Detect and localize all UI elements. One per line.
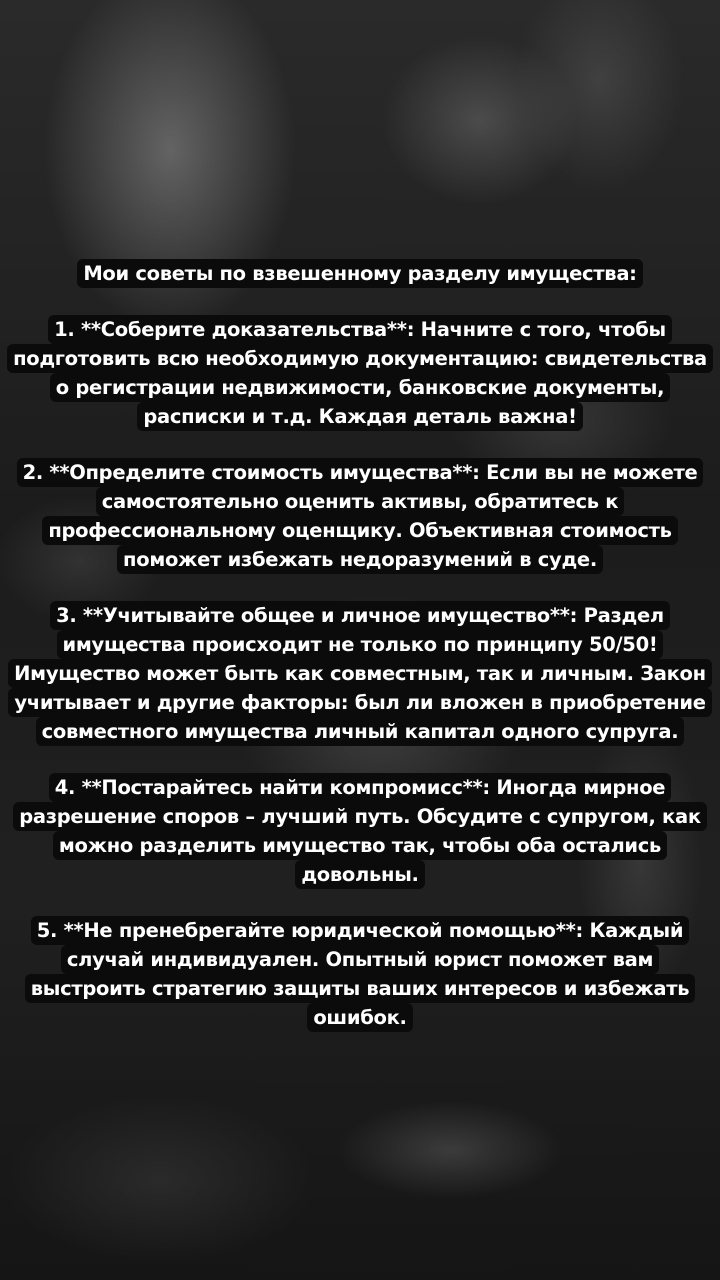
text-line: подготовить всю необходимую документацию: свидетельства: [7, 344, 713, 373]
text-line: выстроить стратегию защиты ваших интересов и избежать: [25, 974, 696, 1003]
text-line: Мои советы по взвешенному разделу имущества:: [77, 259, 642, 288]
text-line: 1. **Соберите доказательства**: Начните с того, чтобы: [48, 315, 672, 344]
text-line: самостоятельно оценить активы, обратитесь к: [96, 487, 624, 516]
text-line: можно разделить имущество так, чтобы оба остались: [53, 831, 667, 860]
text-line: 3. **Учитывайте общее и личное имущество**: Раздел: [50, 601, 670, 630]
story-text-overlay: [0, 259, 720, 1059]
tip-paragraph-3: [0, 601, 720, 746]
text-line: совместного имущества личный капитал одного супруга.: [36, 717, 685, 746]
text-line: расписки и т.д. Каждая деталь важна!: [137, 402, 582, 431]
text-line: довольны.: [295, 860, 424, 889]
text-line: учитывает и другие факторы: был ли вложен в приобретение: [8, 688, 711, 717]
text-line: поможет избежать недоразумений в суде.: [117, 545, 603, 574]
text-line: разрешение споров – лучший путь. Обсудите с супругом, как: [13, 802, 707, 831]
tip-paragraph-2: [0, 458, 720, 574]
text-line: имущества происходит не только по принципу 50/50!: [57, 630, 664, 659]
text-line: Имущество может быть как совместным, так и личным. Закон: [8, 659, 712, 688]
text-line: 4. **Постарайтесь найти компромисс**: Иногда мирное: [49, 773, 671, 802]
tip-paragraph-5: [0, 916, 720, 1032]
text-line: 5. **Не пренебрегайте юридической помощью**: Каждый: [31, 916, 690, 945]
tip-paragraph-4: [0, 773, 720, 889]
text-line: профессиональному оценщику. Объективная стоимость: [42, 516, 677, 545]
text-line: о регистрации недвижимости, банковские документы,: [50, 373, 670, 402]
heading-paragraph: [0, 259, 720, 288]
text-line: случай индивидуален. Опытный юрист поможет вам: [61, 945, 659, 974]
tip-paragraph-1: [0, 315, 720, 431]
text-line: ошибок.: [307, 1003, 412, 1032]
text-line: 2. **Определите стоимость имущества**: Если вы не можете: [17, 458, 704, 487]
